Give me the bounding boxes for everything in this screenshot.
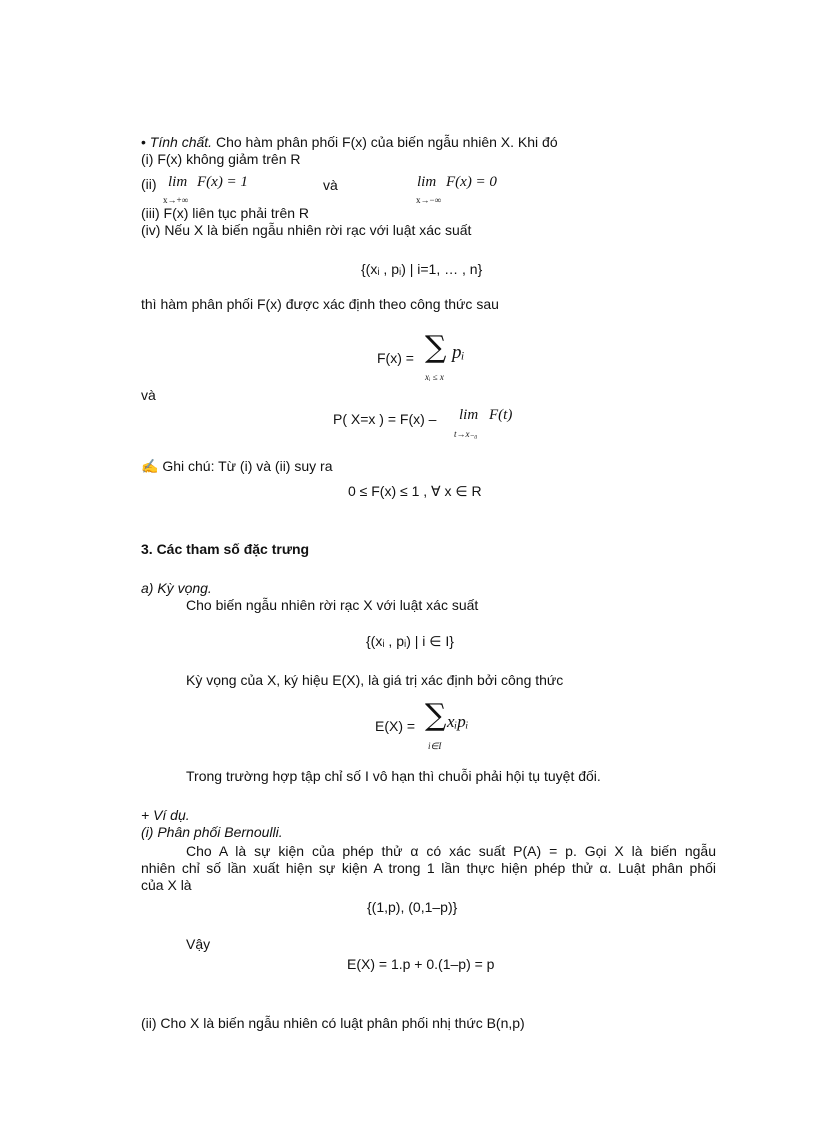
- property-ii-label: (ii): [141, 176, 157, 192]
- bernoulli-title-text: (i) Phân phối Bernoulli.: [141, 824, 283, 840]
- set-2: {(xᵢ , pᵢ) | i ∈ I}: [366, 633, 454, 649]
- p-i: pᵢ: [452, 342, 465, 363]
- sigma-2: ∑: [425, 698, 447, 733]
- writing-hand-icon: ✍: [141, 458, 159, 474]
- properties-line: [141, 134, 558, 151]
- fx-lhs: F(x) =: [377, 350, 414, 366]
- lim-2: lim: [417, 174, 437, 190]
- lim-3-expr: F(t): [489, 407, 513, 423]
- note-line: [141, 458, 332, 475]
- subsection-title: [141, 580, 212, 597]
- then-line: thì hàm phân phối F(x) được xác định theo công thức sau: [141, 296, 499, 312]
- sum-sub-2: i∈I: [428, 741, 442, 751]
- example-title-text: + Ví dụ.: [141, 807, 190, 823]
- bernoulli-title: [141, 824, 283, 841]
- bernoulli-line-1: Cho A là sự kiện của phép thử α có xác suất P(A) = p. Gọi X là biến ngẫu: [186, 843, 716, 859]
- note-text: Ghi chú: Từ (i) và (ii) suy ra: [158, 458, 333, 474]
- ex-lhs: E(X) =: [375, 718, 416, 734]
- lim-1-sub: x→+∞: [163, 195, 188, 205]
- property-iv: (iv) Nếu X là biến ngẫu nhiên rời rạc với luật xác suất: [141, 222, 472, 238]
- sigma-1: ∑: [425, 330, 447, 365]
- property-i: (i) F(x) không giảm trên R: [141, 151, 301, 167]
- subsection-title-text: a) Kỳ vọng.: [141, 580, 212, 596]
- subsection-intro: Cho biến ngẫu nhiên rời rạc X với luật xác suất: [186, 597, 479, 613]
- binomial-line: (ii) Cho X là biến ngẫu nhiên có luật phân phối nhị thức B(n,p): [141, 1015, 525, 1031]
- va-1: và: [323, 177, 338, 193]
- properties-title: Tính chất.: [149, 134, 213, 150]
- lim-3-sub: t→x₋₀: [454, 429, 478, 439]
- property-iii: (iii) F(x) liên tục phải trên R: [141, 205, 310, 221]
- sum-sub-1: xᵢ ≤ x: [425, 372, 444, 382]
- ex-term: xᵢpᵢ: [447, 712, 469, 731]
- lim-3: lim: [459, 407, 479, 423]
- section-heading-text: 3. Các tham số đặc trưng: [141, 541, 310, 557]
- bullet: •: [141, 134, 146, 150]
- lim-1-expr: F(x) = 1: [197, 174, 248, 190]
- and-line: và: [141, 387, 156, 403]
- vay-line: Vậy: [186, 936, 211, 952]
- infinite-line: Trong trường hợp tập chỉ số I vô hạn thì chuỗi phải hội tụ tuyệt đối.: [186, 768, 601, 784]
- bernoulli-line-2: nhiên chỉ số lần xuất hiện sự kiện A trong 1 lần thực hiện phép thử α. Luật phân phối: [141, 860, 716, 876]
- bernoulli-expectation: E(X) = 1.p + 0.(1–p) = p: [347, 956, 495, 972]
- example-title: [141, 807, 190, 824]
- lim-1: lim: [168, 174, 188, 190]
- lim-2-sub: x→−∞: [416, 195, 441, 205]
- lim-2-expr: F(x) = 0: [446, 174, 497, 190]
- bernoulli-line-3: của X là: [141, 877, 192, 893]
- section-heading: [141, 541, 309, 558]
- px-lhs: P( X=x ) = F(x) –: [333, 411, 437, 427]
- note-inequality: 0 ≤ F(x) ≤ 1 , ∀ x ∈ R: [348, 483, 482, 499]
- properties-intro: Cho hàm phân phối F(x) của biến ngẫu nhiên X. Khi đó: [212, 134, 558, 150]
- bernoulli-set: {(1,p), (0,1–p)}: [367, 899, 458, 915]
- definition-line: Kỳ vọng của X, ký hiệu E(X), là giá trị xác định bởi công thức: [186, 672, 564, 688]
- set-1: {(xᵢ , pᵢ) | i=1, … , n}: [361, 261, 483, 277]
